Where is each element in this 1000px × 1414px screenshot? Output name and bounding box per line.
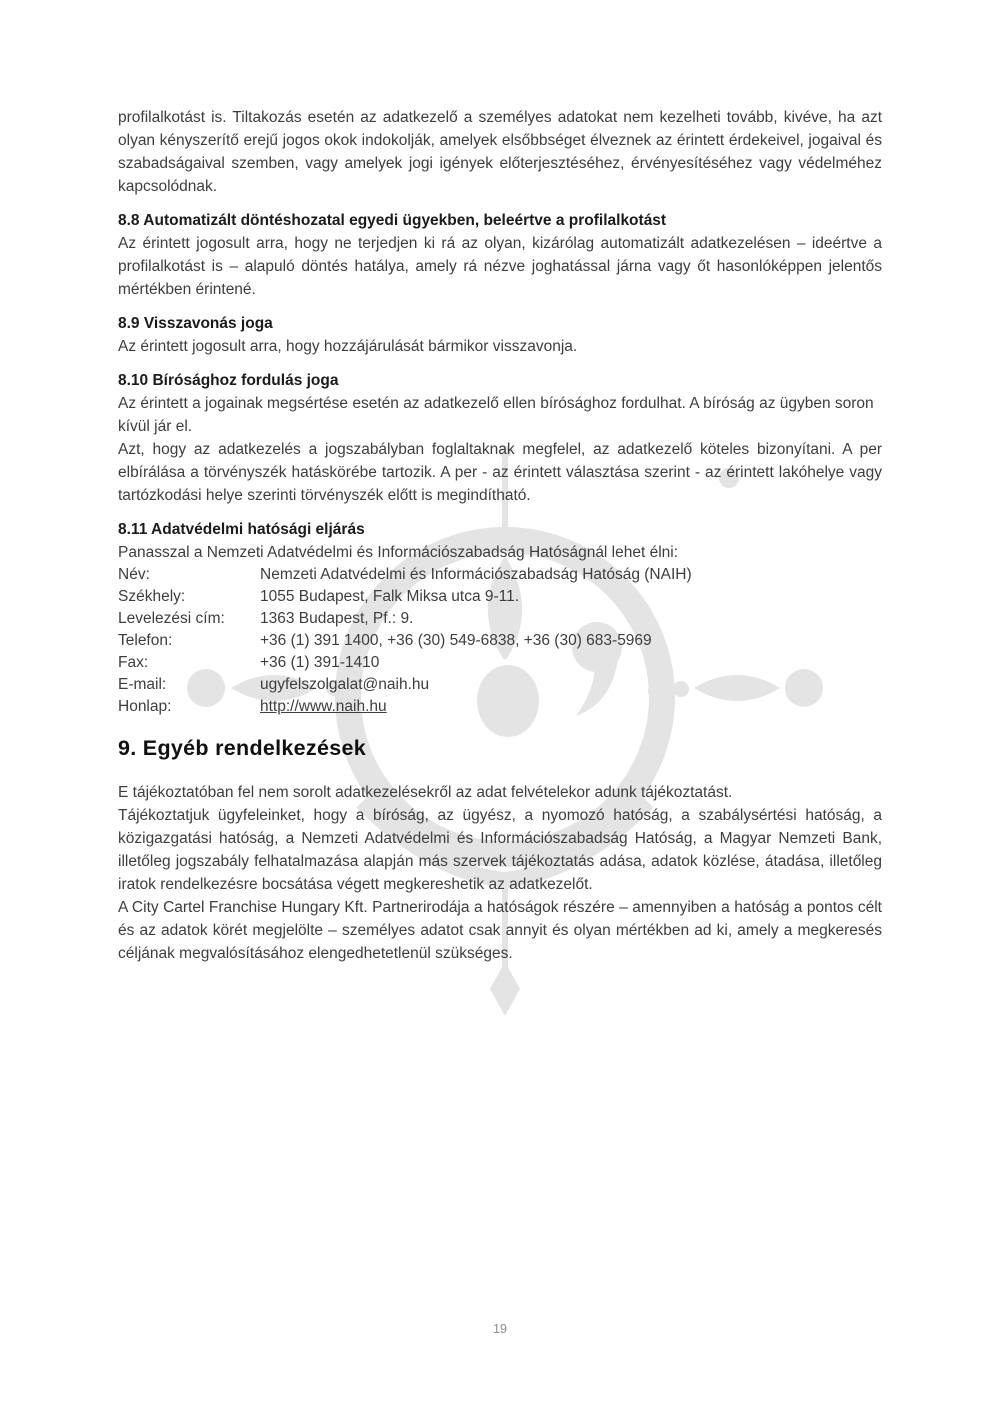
contact-value: +36 (1) 391-1410 (260, 654, 380, 671)
contact-value: 1363 Budapest, Pf.: 9. (260, 610, 414, 627)
contact-label: Székhely: (118, 588, 186, 605)
contact-label: Fax: (118, 654, 149, 671)
contact-label: Honlap: (118, 698, 172, 715)
section-8-8-paragraph: Az érintett jogosult arra, hogy ne terjedjen ki rá az olyan, kizárólag automatizált adatkezelésen – ideértve a profilalkotást is – alapuló döntés hatálya, amely rá nézve joghatással járna vagy őt hasonlóképpen jelentős mértékben érintené. (118, 235, 882, 298)
section-8-11-title: 8.11 Adatvédelmi hatósági eljárás (118, 521, 365, 538)
chapter-paragraph-1: E tájékoztatóban fel nem sorolt adatkezelésekről az adat felvételekor adunk tájékoztatást. (118, 784, 733, 801)
contact-value: Nemzeti Adatvédelmi és Információszabadság Hatóság (NAIH) (260, 566, 692, 583)
contact-value: +36 (1) 391 1400, +36 (30) 549-6838, +36 (30) 683-5969 (260, 632, 652, 649)
contact-row-address (118, 586, 882, 608)
chapter-9-title: 9. Egyéb rendelkezések (118, 736, 367, 760)
contact-label: Telefon: (118, 632, 173, 649)
contact-value: ugyfelszolgalat@naih.hu (260, 676, 430, 693)
intro-paragraph: profilalkotást is. Tiltakozás esetén az adatkezelő a személyes adatokat nem kezelheti tovább, kivéve, ha azt olyan kényszerítő erejű jogos okok indokolják, amelyek elsőbbséget élveznek az érintett érdekeivel, jogaival és szabadságaival szemben, vagy amelyek jogi igények előterjesztéséhez, érvényesítéséhez vagy védelméhez kapcsolódnak. (118, 109, 882, 195)
section-8-10-title: 8.10 Bírósághoz fordulás joga (118, 372, 339, 389)
contact-row-email (118, 674, 882, 696)
contact-label: Levelezési cím: (118, 610, 225, 627)
section-8-10-paragraph-2: Azt, hogy az adatkezelés a jogszabályban foglaltaknak megfelel, az adatkezelő köteles bizonyítani. A per elbírálása a törvényszék hatáskörébe tartozik. A per - az érintett választása szerint - az érintett lakóhelye vagy tartózkodási helye szerinti törvényszék előtt is megindítható. (118, 441, 882, 504)
chapter-paragraph-3: A City Cartel Franchise Hungary Kft. Partnerirodája a hatóságok részére – amennyiben a hatóság a pontos célt és az adatok körét megjelölte – személyes adatot csak annyit és olyan mértékben ad ki, amely a megkeresés céljának megvalósításához elengedhetetlenül szükséges. (118, 899, 882, 962)
contact-row-fax (118, 652, 882, 674)
section-8-10-paragraph-1: Az érintett a jogainak megsértése esetén az adatkezelő ellen bírósághoz fordulhat. A bíróság az ügyben soron kívül jár el. (118, 395, 874, 435)
section-8-11-intro: Panasszal a Nemzeti Adatvédelmi és Információszabadság Hatóságnál lehet élni: (118, 544, 679, 561)
page-number: 19 (493, 1322, 507, 1336)
contact-row-website (118, 696, 882, 718)
section-8-9-title: 8.9 Visszavonás joga (118, 315, 273, 332)
contact-label: Név: (118, 566, 150, 583)
contact-value (260, 696, 882, 718)
naih-website-link[interactable]: http://www.naih.hu (260, 698, 387, 715)
section-8-8-title: 8.8 Automatizált döntéshozatal egyedi ügyekben, beleértve a profilalkotást (118, 212, 667, 229)
contact-value: 1055 Budapest, Falk Miksa utca 9-11. (260, 588, 520, 605)
document-body (118, 106, 882, 965)
contact-row-name (118, 564, 882, 586)
contact-row-phone (118, 630, 882, 652)
authority-contact-table (118, 564, 882, 718)
contact-label: E-mail: (118, 676, 167, 693)
section-8-9-paragraph: Az érintett jogosult arra, hogy hozzájárulását bármikor visszavonja. (118, 338, 578, 355)
chapter-paragraph-2: Tájékoztatjuk ügyfeleinket, hogy a bíróság, az ügyész, a nyomozó hatóság, a szabálysértési hatóság, a közigazgatási hatóság, a Nemzeti Adatvédelmi és Információszabadság Hatóság, a Magyar Nemzeti Bank, illetőleg jogszabály felhatalmazása alapján más szervek tájékoztatás adása, adatok közlése, átadása, illetőleg iratok rendelkezésre bocsátása végett megkereshetik az adatkezelőt. (118, 807, 882, 893)
contact-row-mailing-address (118, 608, 882, 630)
